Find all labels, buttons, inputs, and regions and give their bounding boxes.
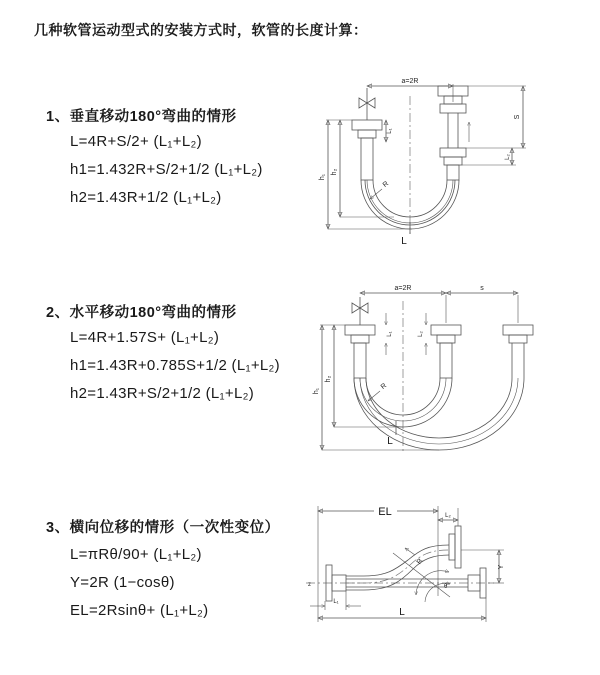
dim-label-l1: L₁ xyxy=(387,128,393,134)
dim-label-r: R xyxy=(381,180,391,189)
dimension-a2r xyxy=(360,285,446,293)
section2-formula-h1: h1=1.43R+0.785S+1/2 (L₁+L₂) xyxy=(70,357,280,374)
valve-icon xyxy=(352,297,368,325)
valve-icon xyxy=(359,88,375,120)
right-flange xyxy=(503,325,533,378)
dim-label-l2: L₂ xyxy=(418,331,424,337)
section1-formula-L: L=4R+S/2+ (L₁+L₂) xyxy=(70,133,202,150)
dimension-l-bottom xyxy=(318,598,486,622)
section3-heading: 3、横向位移的情形（一次性变位） xyxy=(46,520,280,536)
section2-formula-L: L=4R+1.57S+ (L₁+L₂) xyxy=(70,329,220,346)
dimension-l2 xyxy=(462,148,516,165)
centerline-mark: z xyxy=(308,582,311,588)
dimension-h2-inner xyxy=(331,120,394,217)
page-title: 几种软管运动型式的安装方式时，软管的长度计算： xyxy=(34,22,368,38)
dim-label-l: L xyxy=(399,607,405,618)
u-bend-hose-near xyxy=(354,378,452,427)
section1-heading: 1、垂直移动180°弯曲的情形 xyxy=(46,109,237,125)
dim-label-el: EL xyxy=(378,506,392,518)
dim-label-s: S xyxy=(514,114,521,120)
section1-formula-h2: h2=1.43R+1/2 (L₁+L₂) xyxy=(70,189,222,206)
section2-formula-h2: h2=1.43R+S/2+1/2 (L₁+L₂) xyxy=(70,385,255,402)
dim-label-r: R xyxy=(415,557,425,566)
dimension-h1-outer xyxy=(313,325,439,450)
diagram-horizontal-180-bend xyxy=(312,283,590,468)
dim-label-a2r: a=2R xyxy=(401,78,419,85)
dim-label-h1: h₁ xyxy=(319,173,326,181)
dimension-s xyxy=(466,86,526,148)
section3-formula-EL: EL=2Rsinθ+ (L₁+L₂) xyxy=(70,602,209,619)
dim-label-theta: θ xyxy=(444,584,448,590)
dim-label-s: s xyxy=(480,285,484,292)
diagram-vertical-180-bend xyxy=(312,72,592,262)
section3-formula-L: L=πRθ/90+ (L₁+L₂) xyxy=(70,546,202,563)
dimension-l-bottom xyxy=(401,222,410,247)
dimension-l2 xyxy=(438,508,458,526)
dim-label-l2: L₂ xyxy=(505,154,511,160)
radius-callout xyxy=(368,382,388,401)
dim-label-a2r: a=2R xyxy=(394,285,412,292)
dimension-l2 xyxy=(418,313,426,355)
dim-label-l2: L₂ xyxy=(445,513,451,519)
dim-label-y: Y xyxy=(498,564,505,570)
dimension-s xyxy=(446,285,518,323)
diagram-lateral-displacement xyxy=(298,498,598,648)
dim-label-l1: L₁ xyxy=(333,599,339,605)
dim-label-h2: h₂ xyxy=(331,168,338,176)
dimension-l1 xyxy=(310,591,361,610)
dim-label-l: L xyxy=(401,236,407,247)
section2-heading: 2、水平移动180°弯曲的情形 xyxy=(46,305,237,321)
dimension-l1 xyxy=(386,120,393,142)
right-flange-assembly xyxy=(438,86,469,180)
dim-label-r: R xyxy=(379,382,389,391)
dim-label-l: L xyxy=(387,436,393,447)
section3-formula-Y: Y=2R (1−cosθ) xyxy=(70,574,175,591)
left-flange xyxy=(345,325,375,378)
dim-label-h2: h₂ xyxy=(325,375,332,383)
center-flange xyxy=(431,325,461,378)
dimension-l1 xyxy=(386,313,393,355)
section1-formula-h1: h1=1.432R+S/2+1/2 (L₁+L₂) xyxy=(70,161,263,178)
left-flange xyxy=(352,120,382,180)
dim-label-l1: L₁ xyxy=(387,331,393,337)
upper-flange xyxy=(449,526,461,568)
dim-label-h1: h₁ xyxy=(313,387,320,395)
